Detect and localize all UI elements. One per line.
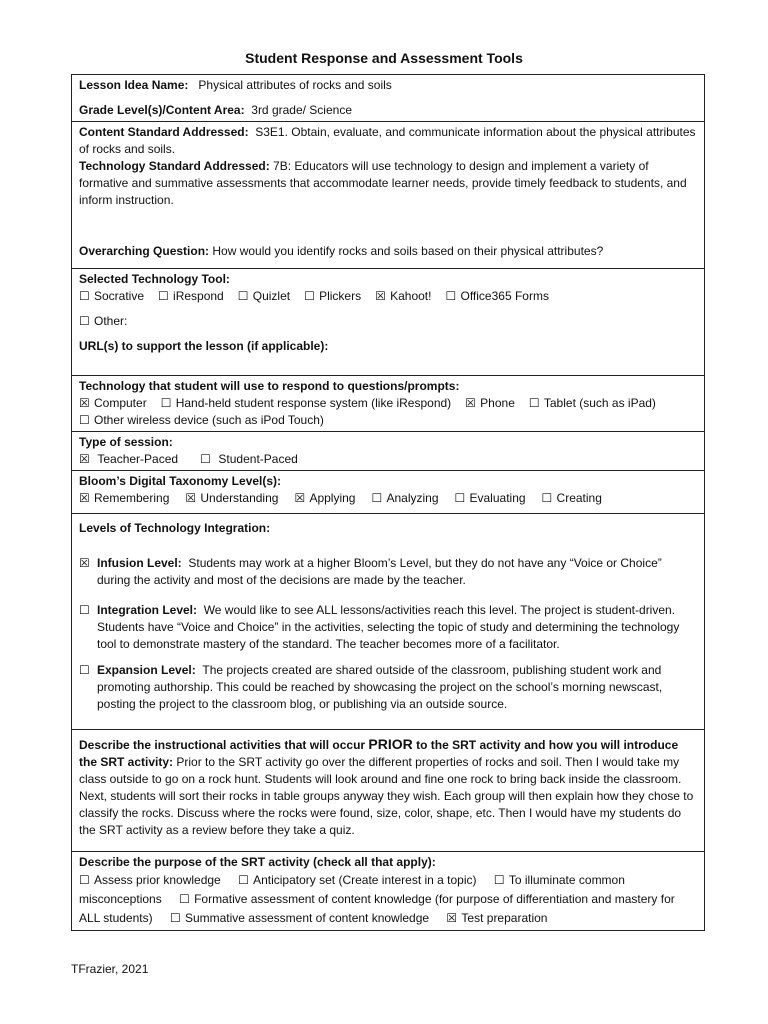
tool-option-kahoot[interactable]: [375, 288, 431, 305]
page-title: Student Response and Assessment Tools: [245, 50, 523, 66]
option-label: Analyzing: [386, 491, 439, 505]
purpose-option-anticipatory[interactable]: [238, 873, 476, 887]
content-standard-value: S3E1. Obtain, evaluate, and communicate information about the physical attributes of rocks and soils.: [79, 125, 696, 156]
checkbox-icon[interactable]: ☐: [179, 892, 190, 906]
option-label: Quizlet: [252, 289, 291, 303]
assessment-form: [71, 74, 705, 931]
option-label: Kahoot!: [390, 289, 432, 303]
bloom-section: [72, 471, 704, 514]
footer-credit: TFrazier, 2021: [71, 962, 149, 976]
tool-option-socrative[interactable]: [79, 288, 144, 305]
checkbox-icon[interactable]: ☐: [200, 452, 211, 466]
checked-box-icon[interactable]: ☒: [79, 556, 90, 570]
overarching-question-label: Overarching Question:: [79, 244, 210, 258]
level-name: Integration Level:: [97, 603, 198, 617]
checkbox-icon[interactable]: ☐: [79, 873, 90, 887]
checkbox-icon[interactable]: ☐: [493, 873, 505, 887]
checked-box-icon[interactable]: ☒: [185, 491, 197, 505]
option-label: Anticipatory set (Create interest in a topic): [253, 873, 477, 887]
bloom-label: Bloom’s Digital Taxonomy Level(s):: [79, 474, 282, 488]
integration-label: Levels of Technology Integration:: [79, 521, 271, 535]
checkbox-icon[interactable]: ☐: [169, 911, 181, 925]
option-label: Tablet (such as iPad): [543, 396, 656, 410]
option-label: Understanding: [200, 491, 279, 505]
bloom-option-analyzing[interactable]: [371, 490, 438, 507]
device-options: [79, 395, 697, 412]
session-label: Type of session:: [79, 435, 173, 449]
standards-section: [72, 122, 704, 269]
checkbox-icon[interactable]: ☐: [541, 491, 553, 505]
level-text: The projects created are shared outside of the classroom, publishing student work and promoting authorship. This could be reached by showcasing the project on the school’s morning newscast, posting the project to the classroom blog, or publishing via an outside source.: [97, 663, 663, 711]
level-text: We would like to see ALL lessons/activities reach this level. The project is student-driven. Students have “Voice and Choice” in the activities, selecting the topic of study and determining the technology tool to demonstrate mastery of the standard. The teacher becomes more of a facilitator.: [97, 603, 680, 651]
checkbox-icon[interactable]: ☐: [454, 491, 466, 505]
url-label: URL(s) to support the lesson (if applicable):: [79, 339, 329, 353]
option-label: Computer: [94, 396, 147, 410]
bloom-option-applying[interactable]: [294, 490, 355, 507]
checkbox-icon[interactable]: ☐: [371, 491, 383, 505]
option-label: Remembering: [94, 491, 170, 505]
option-label: iRespond: [173, 289, 224, 303]
purpose-section: [72, 852, 704, 930]
content-standard-label: Content Standard Addressed:: [79, 125, 249, 139]
checkbox-icon[interactable]: ☐: [304, 289, 315, 303]
prior-label-end: to the SRT activity and how you will introduce the SRT activity:: [79, 738, 679, 769]
prior-section: [72, 730, 704, 852]
option-label: Creating: [556, 491, 602, 505]
purpose-option-summative[interactable]: [170, 911, 429, 925]
prior-label-start: Describe the instructional activities that will occur: [79, 738, 366, 752]
bloom-option-creating[interactable]: [542, 490, 602, 507]
session-section: [72, 432, 704, 471]
tool-options: [79, 288, 697, 305]
bloom-option-remembering[interactable]: [79, 490, 169, 507]
level-name: Expansion Level:: [97, 663, 196, 677]
tool-label: Selected Technology Tool:: [79, 272, 230, 286]
tool-option-office365[interactable]: [445, 288, 548, 305]
option-label: Applying: [309, 491, 356, 505]
grade-label: Grade Level(s)/Content Area:: [79, 103, 245, 117]
checked-box-icon[interactable]: ☒: [446, 911, 458, 925]
option-label: Student-Paced: [218, 452, 298, 466]
session-option-student[interactable]: [200, 451, 298, 468]
checked-box-icon[interactable]: ☒: [294, 491, 306, 505]
prior-text: Prior to the SRT activity go over the different properties of rocks and soil. Then I would take my class outside to go on a rock hunt. Students will look around and fine one rock to bring back inside the classroom. Next, students will sort their rocks in table groups anyway they wish. Each group will then explain how they chose to classify the rocks. Discuss where the rocks were found, size, color, shape, etc. Then I would have my students do the SRT activity as a review before they take a quiz.: [79, 755, 694, 837]
device-option-handheld[interactable]: [161, 395, 451, 412]
option-label: Other:: [94, 314, 128, 328]
bloom-option-evaluating[interactable]: [455, 490, 526, 507]
option-label: To illuminate common misconceptions: [79, 873, 625, 906]
level-text: Students may work at a higher Bloom’s Level, but they do not have any “Voice or Choice” during the activity and most of the decisions are made by the teacher.: [97, 556, 662, 587]
session-option-teacher[interactable]: [79, 451, 178, 468]
option-label: Other wireless device (such as iPod Touch): [94, 413, 324, 427]
checked-box-icon[interactable]: ☒: [375, 289, 386, 303]
level-name: Infusion Level:: [97, 556, 182, 570]
checked-box-icon[interactable]: ☒: [79, 491, 90, 505]
option-label: Formative assessment of content knowledge (for purpose of differentiation and mastery for ALL students): [79, 892, 675, 925]
checked-box-icon[interactable]: ☒: [79, 396, 90, 410]
checkbox-icon[interactable]: ☐: [158, 289, 169, 303]
lesson-idea-label: Lesson Idea Name:: [79, 78, 189, 92]
checkbox-icon[interactable]: ☐: [79, 314, 90, 328]
purpose-option-prior-knowledge[interactable]: [79, 873, 221, 887]
integration-level-expansion[interactable]: [79, 662, 697, 713]
devices-label: Technology that student will use to respond to questions/prompts:: [79, 379, 460, 393]
option-label: Plickers: [319, 289, 362, 303]
checkbox-icon[interactable]: ☐: [79, 413, 90, 427]
checkbox-icon[interactable]: ☐: [528, 396, 540, 410]
checkbox-icon[interactable]: ☐: [238, 873, 249, 887]
checkbox-icon[interactable]: ☐: [445, 289, 457, 303]
tool-option-irespond[interactable]: [158, 288, 224, 305]
checkbox-icon[interactable]: ☐: [79, 663, 90, 677]
tech-standard-label: Technology Standard Addressed:: [79, 159, 270, 173]
purpose-label: Describe the purpose of the SRT activity (check all that apply):: [79, 855, 436, 869]
bloom-options: [79, 490, 697, 507]
checkbox-icon[interactable]: ☐: [160, 396, 172, 410]
checkbox-icon[interactable]: ☐: [79, 289, 90, 303]
option-label: Assess prior knowledge: [94, 873, 221, 887]
integration-section: [72, 514, 704, 730]
devices-section: [72, 376, 704, 432]
tool-option-plickers[interactable]: [304, 288, 361, 305]
option-label: Office365 Forms: [460, 289, 549, 303]
tool-option-quizlet[interactable]: [238, 288, 290, 305]
lesson-idea-value: Physical attributes of rocks and soils: [198, 78, 392, 92]
integration-level-infusion[interactable]: [79, 555, 697, 589]
option-label: Socrative: [94, 289, 145, 303]
checked-box-icon[interactable]: ☒: [465, 396, 476, 410]
prior-emphasis: PRIOR: [368, 736, 413, 752]
option-label: Test preparation: [461, 911, 548, 925]
tool-option-other[interactable]: [79, 313, 697, 330]
purpose-option-test-prep[interactable]: [446, 911, 547, 925]
integration-level-integration[interactable]: [79, 602, 697, 653]
lesson-section: [72, 75, 704, 122]
checked-box-icon[interactable]: ☒: [79, 452, 90, 466]
device-option-tablet[interactable]: [529, 395, 656, 412]
option-label: Evaluating: [469, 491, 526, 505]
device-option-phone[interactable]: [465, 395, 515, 412]
grade-value: 3rd grade/ Science: [251, 103, 352, 117]
device-option-computer[interactable]: [79, 395, 147, 412]
checkbox-icon[interactable]: ☐: [79, 603, 90, 617]
tech-standard-value: 7B: Educators will use technology to design and implement a variety of formative and summative assessments that accommodate learner needs, provide timely feedback to students, and inform instruction.: [79, 159, 687, 207]
tool-section: [72, 269, 704, 376]
option-label: Hand-held student response system (like iRespond): [175, 396, 452, 410]
option-label: Phone: [480, 396, 515, 410]
bloom-option-understanding[interactable]: [185, 490, 278, 507]
option-label: Teacher-Paced: [97, 452, 179, 466]
option-label: Summative assessment of content knowledge: [184, 911, 430, 925]
device-option-other[interactable]: [79, 412, 697, 429]
checkbox-icon[interactable]: ☐: [237, 289, 249, 303]
session-options: [79, 451, 697, 468]
overarching-question-value: How would you identify rocks and soils based on their physical attributes?: [212, 244, 604, 258]
